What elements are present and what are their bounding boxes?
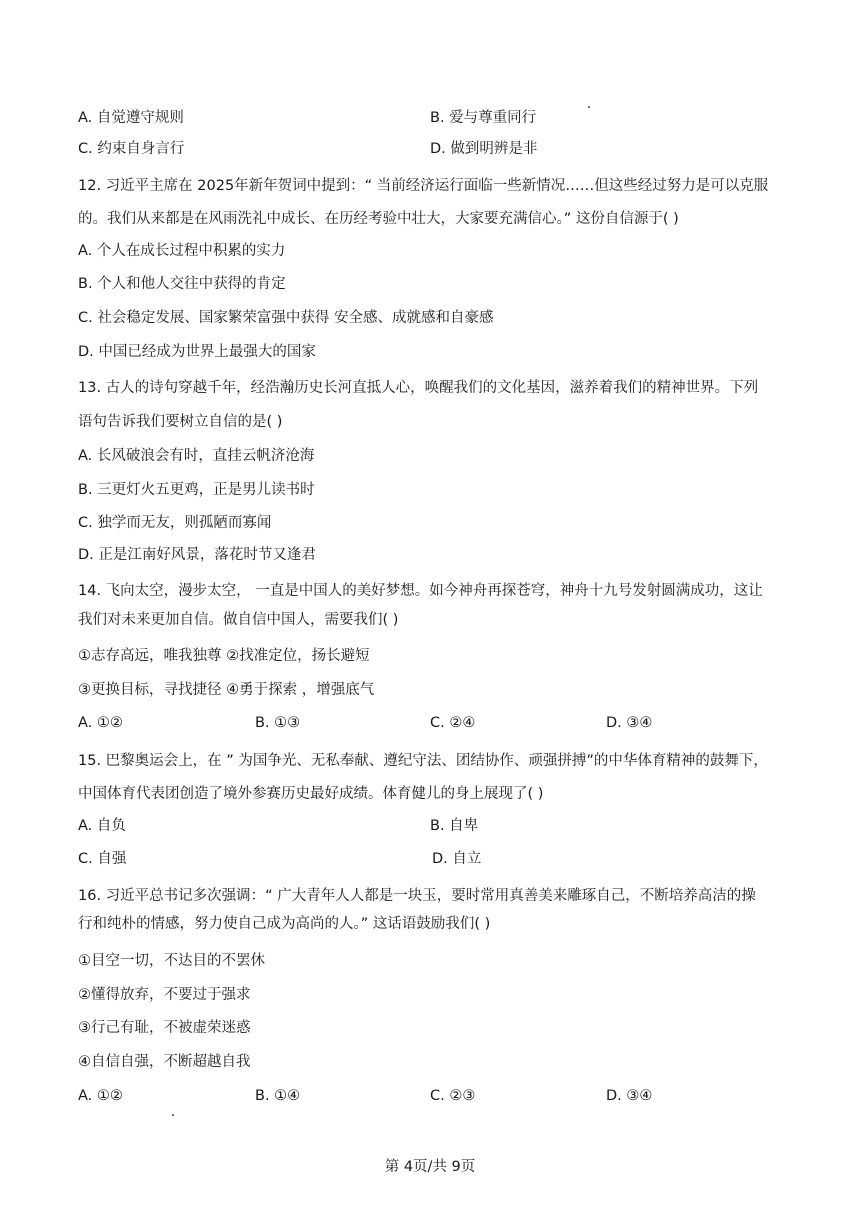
q14-option-c: C. ②④ <box>430 715 476 731</box>
q11-option-a: A. 自觉遵守规则 <box>78 110 184 126</box>
q15-option-b: B. 自卑 <box>430 818 479 834</box>
q14-option-b: B. ①③ <box>255 715 301 731</box>
q11-option-b: B. 爱与尊重同行 <box>430 110 537 126</box>
q16-option-a: A. ①② <box>78 1088 123 1104</box>
q16-item-4: ④自信自强，不断超越自我 <box>78 1054 251 1070</box>
q13-option-b: B. 三更灯火五更鸡，正是男儿读书时 <box>78 482 315 498</box>
q13-stem-line-2: 语句告诉我们要树立自信的是( ) <box>78 414 283 430</box>
q16-stem-line-1: 16. 习近平总书记多次强调：“ 广大青年人人都是一块玉，要时常用真善美来雕琢自己，不断培养高洁的操 <box>78 888 756 904</box>
q11-option-c: C. 约束自身言行 <box>78 141 185 157</box>
stray-dot <box>588 106 590 108</box>
q16-item-2: ②懂得放弃，不要过于强求 <box>78 987 251 1003</box>
q15-stem-line-1: 15. 巴黎奥运会上，在 ” 为国争光、无私奉献、遵纪守法、团结协作、顽强拼搏”的中华体育精神的鼓舞下， <box>78 753 768 769</box>
q15-stem-line-2: 中国体育代表团创造了境外参赛历史最好成绩。体育健儿的身上展现了( ) <box>78 786 544 802</box>
q12-option-a: A. 个人在成长过程中积累的实力 <box>78 243 286 259</box>
q11-option-d: D. 做到明辨是非 <box>430 141 538 157</box>
q14-option-a: A. ①② <box>78 715 123 731</box>
q16-option-b: B. ①④ <box>255 1088 301 1104</box>
q16-stem-line-2: 行和纯朴的情感，努力使自己成为高尚的人。” 这话语鼓励我们( ) <box>78 916 491 932</box>
q12-stem-line-2: 的。我们从来都是在风雨洗礼中成长、在历经考验中壮大，大家要充满信心。” 这份自信源于( ) <box>78 211 679 227</box>
q13-option-c: C. 独学而无友，则孤陋而寡闻 <box>78 515 272 531</box>
q16-option-c: C. ②③ <box>430 1088 476 1104</box>
q15-option-d: D. 自立 <box>432 851 482 867</box>
q14-option-d: D. ③④ <box>606 715 653 731</box>
q16-item-1: ①目空一切，不达目的不罢休 <box>78 953 265 969</box>
q15-option-c: C. 自强 <box>78 851 127 867</box>
q12-option-c: C. 社会稳定发展、国家繁荣富强中获得 安全感、成就感和自豪感 <box>78 310 494 326</box>
q14-stem-line-1: 14. 飞向太空，漫步太空， 一直是中国人的美好梦想。如今神舟再探苍穹，神舟十九号发射圆满成功，这让 <box>78 583 763 599</box>
q13-stem-line-1: 13. 古人的诗句穿越千年，经浩瀚历史长河直抵人心，唤醒我们的文化基因，滋养着我们的精神世界。下列 <box>78 380 759 396</box>
q12-option-b: B. 个人和他人交往中获得的肯定 <box>78 276 286 292</box>
q14-stem-line-2: 我们对未来更加自信。做自信中国人，需要我们( ) <box>78 612 399 628</box>
q14-items-line-1: ①志存高远，唯我独尊 ②找准定位，扬长避短 <box>78 648 370 664</box>
page-number: 第 4页/共 9页 <box>384 1159 476 1175</box>
q12-stem-line-1: 12. 习近平主席在 2025年新年贺词中提到：“ 当前经济运行面临一些新情况……但这些经过努力是可以克服 <box>78 178 769 194</box>
q12-option-d: D. 中国已经成为世界上最强大的国家 <box>78 344 316 360</box>
q13-option-d: D. 正是江南好风景，落花时节又逢君 <box>78 547 316 563</box>
q16-item-3: ③行己有耻，不被虚荣迷惑 <box>78 1020 251 1036</box>
q14-items-line-2: ③更换目标，寻找捷径 ④勇于探索 ，增强底气 <box>78 682 375 698</box>
q13-option-a: A. 长风破浪会有时，直挂云帆济沧海 <box>78 448 315 464</box>
stray-dot <box>172 1114 174 1116</box>
q16-option-d: D. ③④ <box>606 1088 653 1104</box>
q15-option-a: A. 自负 <box>78 818 126 834</box>
